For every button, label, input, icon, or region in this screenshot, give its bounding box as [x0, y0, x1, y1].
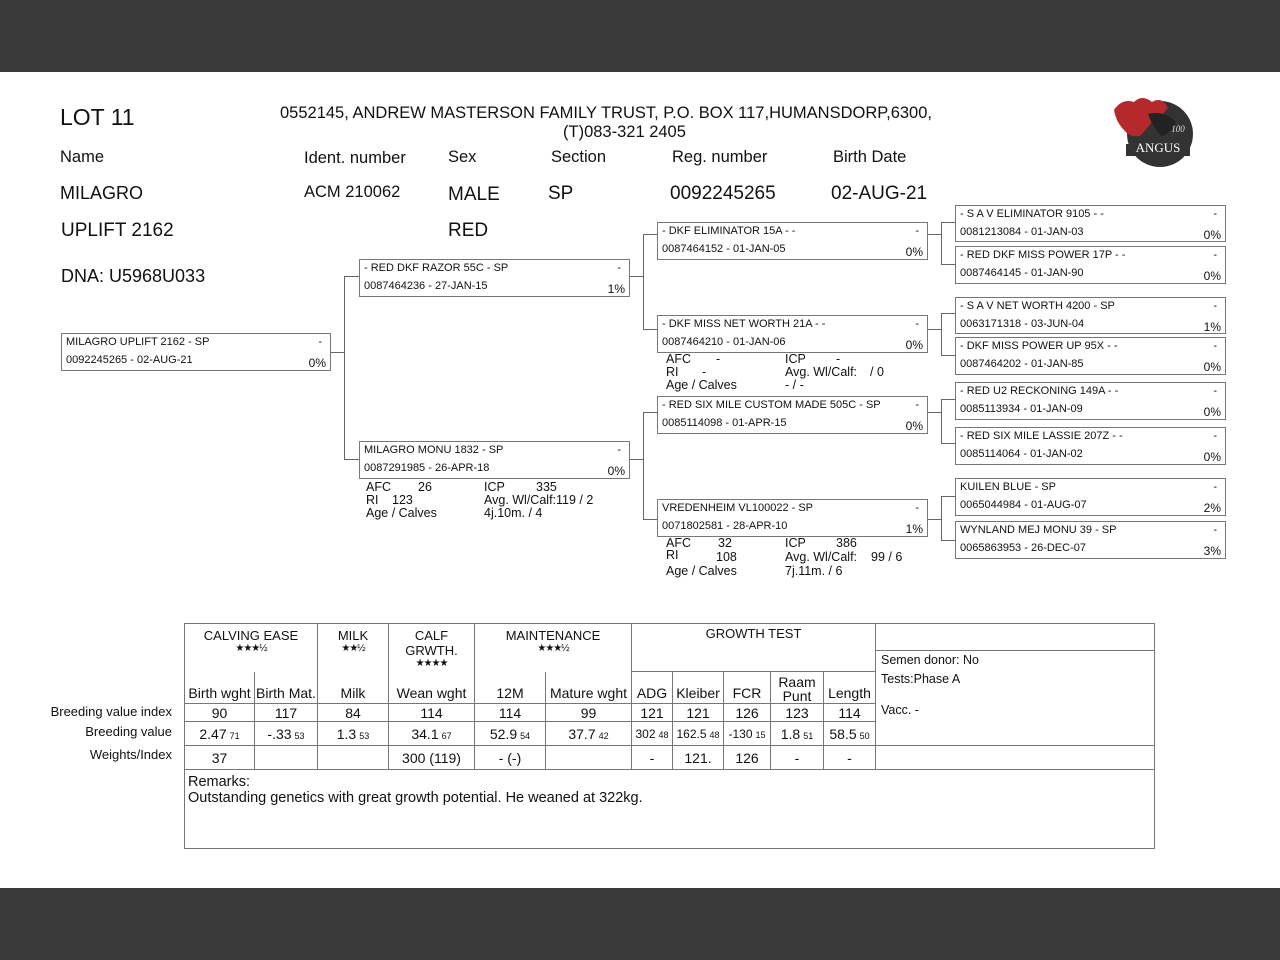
breeding-value-table [184, 623, 1155, 849]
pedigree-animal: MILAGRO UPLIFT 2162 - SP - 0092245265 - 02-AUG-21 0% [61, 333, 331, 371]
pedigree-dam-sire: - RED SIX MILE CUSTOM MADE 505C - SP - 0085114098 - 01-APR-15 0% [657, 396, 928, 434]
group-milk: MILK ★★½ [318, 624, 389, 672]
svg-text:100: 100 [1171, 124, 1185, 134]
row-label-weights: Weights/Index [89, 747, 172, 762]
label-birth: Birth Date [833, 148, 907, 166]
birth-date: 02-AUG-21 [831, 183, 928, 204]
column-headers: Birth wght Birth Mat. Milk Wean wght 12M Mature wght ADG Kleiber FCR Raam Punt Length [185, 672, 1155, 704]
animal-name-2: UPLIFT 2162 [61, 220, 174, 241]
pedigree-dss: - RED U2 RECKONING 149A - - - 0085113934 - 01-JAN-09 0% [955, 382, 1226, 420]
remarks-text: Outstanding genetics with great growth potential. He weaned at 322kg. [188, 790, 643, 806]
group-calf-growth: CALF GRWTH. ★★★★ [389, 624, 475, 672]
reg-number: 0092245265 [670, 183, 776, 204]
pedigree-ddd: WYNLAND MEJ MONU 39 - SP - 0065863953 - 26-DEC-07 3% [955, 521, 1226, 559]
index-row: 90 117 84 114 114 99 121 121 126 123 114 [185, 704, 1155, 722]
pedigree-dsd: - RED SIX MILE LASSIE 207Z - - - 0085114064 - 01-JAN-02 0% [955, 427, 1226, 465]
group-calving-ease: CALVING EASE ★★★½ [185, 624, 318, 672]
pedigree-dam-dam: VREDENHEIM VL100022 - SP - 0071802581 - 28-APR-10 1% [657, 499, 928, 537]
remarks-row [185, 770, 1155, 849]
pedigree-dam: MILAGRO MONU 1832 - SP - 0087291985 - 26-APR-18 0% [359, 441, 630, 479]
sex-value: MALE [448, 184, 500, 205]
sire-dam-stats: AFC - ICP - RI - Avg. Wl/Calf: / 0 Age / Calves - / - [666, 352, 884, 392]
milk-stars: ★★½ [341, 643, 365, 654]
label-name: Name [60, 148, 105, 166]
animal-name-1: MILAGRO [60, 183, 144, 203]
group-maintenance: MAINTENANCE ★★★½ [475, 624, 632, 672]
lot-number: LOT 11 [60, 104, 135, 130]
pedigree-sire: - RED DKF RAZOR 55C - SP - 0087464236 - 27-JAN-15 1% [359, 259, 630, 297]
label-section: Section [551, 148, 607, 166]
side-info: Semen donor: No Tests:Phase A Vacc. - [876, 624, 1155, 746]
value-row: 2.47 71 -.33 53 1.3 53 34.1 67 52.9 54 37.7 42 302 48 162.5 48 -130 15 1.8 51 58.5 50 [185, 722, 1155, 746]
colour-value: RED [448, 220, 489, 241]
breeder-phone: (T)083-321 2405 [563, 123, 686, 141]
label-sex: Sex [448, 148, 477, 166]
weights-row: 37 300 (119) - (-) - 121. 126 - - [185, 746, 1155, 770]
pedigree-sire-sire: - DKF ELIMINATOR 15A - - - 0087464152 - 01-JAN-05 0% [657, 222, 928, 260]
section-value: SP [548, 183, 574, 204]
pedigree-dds: KUILEN BLUE - SP - 0065044984 - 01-AUG-07 2% [955, 478, 1226, 516]
pedigree-sdd: - DKF MISS POWER UP 95X - - - 0087464202 - 01-JAN-85 0% [955, 337, 1226, 375]
calf-stars: ★★★★ [415, 658, 448, 669]
group-growth-test: GROWTH TEST [632, 624, 876, 672]
maintenance-stars: ★★★½ [537, 643, 569, 654]
pedigree-sss: - S A V ELIMINATOR 9105 - - - 0081213084 - 01-JAN-03 0% [955, 205, 1226, 242]
row-label-value: Breeding value [85, 724, 172, 739]
pedigree-ssd: - RED DKF MISS POWER 17P - - - 0087464145 - 01-JAN-90 0% [955, 246, 1226, 284]
svg-text:ANGUS: ANGUS [1135, 140, 1181, 155]
label-reg: Reg. number [672, 148, 768, 166]
dam-dam-stats: AFC 32 ICP 386 RI 108 Avg. Wl/Calf: 99 / 6 Age / Calves 7j.11m. / 6 [666, 536, 903, 578]
breeder-address: 0552145, ANDREW MASTERSON FAMILY TRUST, P.O. BOX 117,HUMANSDORP,6300, [280, 104, 932, 122]
pedigree-sds: - S A V NET WORTH 4200 - SP - 0063171318 - 03-JUN-04 1% [955, 297, 1226, 334]
remarks-label: Remarks: [188, 774, 251, 790]
pedigree-sire-dam: - DKF MISS NET WORTH 21A - - - 0087464210 - 01-JAN-06 0% [657, 315, 928, 353]
row-label-index: Breeding value index [50, 704, 172, 719]
catalogue-page [0, 72, 1280, 888]
dna-code: DNA: U5968U033 [61, 266, 206, 286]
calving-stars: ★★★½ [235, 643, 267, 654]
label-ident: Ident. number [304, 149, 406, 167]
angus-logo [1112, 96, 1194, 172]
ident-number: ACM 210062 [304, 183, 401, 201]
dam-stats: AFC 26 ICP 335 RI 123 Avg. Wl/Calf: 119 / 2 Age / Calves 4j.10m. / 4 [366, 480, 594, 520]
